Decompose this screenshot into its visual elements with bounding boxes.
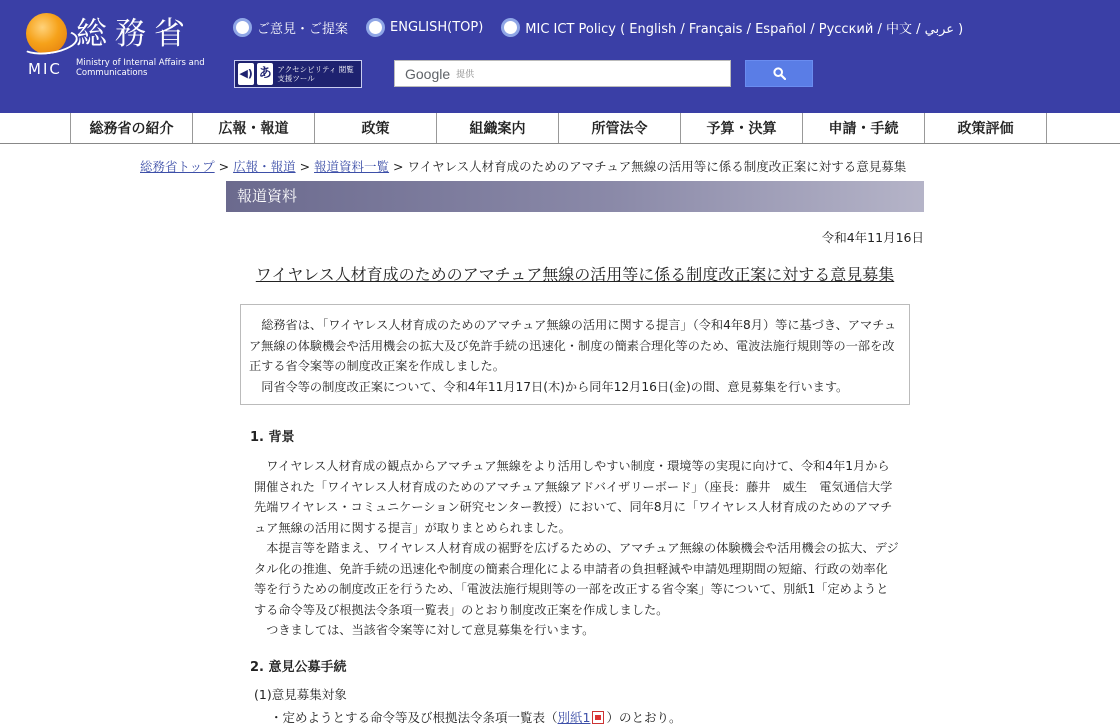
top-link-feedback[interactable] [233, 18, 348, 37]
breadcrumb-current: ワイヤレス人材育成のためのアマチュア無線の活用等に係る制度改正案に対する意見募集 [407, 159, 907, 174]
hiragana-a-icon: あ [257, 63, 273, 85]
nav-evaluation[interactable]: 政策評価 [925, 113, 1047, 143]
summary-box [240, 304, 910, 405]
background-text [254, 456, 899, 641]
nav-about[interactable]: 総務省の紹介 [71, 113, 193, 143]
release-date: 令和4年11月16日 [821, 230, 924, 245]
accessibility-label: アクセシビリティ 閲覧支援ツール [277, 65, 354, 83]
breadcrumb-link-press[interactable]: 広報・報道 [233, 159, 296, 174]
breadcrumb [140, 157, 906, 175]
background-paragraph: ワイヤレス人材育成の観点からアマチュア無線をより活用しやすい制度・環境等の実現に向けて、令和4年1月から開催された「ワイヤレス人材育成のためのアマチュア無線アドバイザリーボード」（座長：藤井 威生 電気通信大学先端ワイヤレス・コミュニケーション研究センター教授）において、同年8月に「ワイヤレス人材育成のためのアマチュア無線の活用に関する提言」が取りまとめられました。 [254, 459, 893, 535]
nav-applications[interactable]: 申請・手続 [803, 113, 925, 143]
breadcrumb-separator: > [393, 159, 408, 174]
attachment-1-link[interactable]: 別紙1 [557, 710, 591, 725]
logo-kanji-text: 総務省 [76, 16, 193, 52]
nav-laws[interactable]: 所管法令 [559, 113, 681, 143]
google-brand: Google [405, 65, 451, 82]
logo-abbr: MIC [28, 60, 62, 78]
breadcrumb-link-top[interactable]: 総務省トップ [140, 159, 215, 174]
search-icon [773, 67, 786, 80]
top-link-label: ENGLISH(TOP) [390, 19, 484, 35]
main-navigation [0, 113, 1120, 144]
google-brand-sub: 提供 [456, 70, 475, 80]
speaker-icon: ◀) [238, 63, 254, 85]
nav-budget[interactable]: 予算・決算 [681, 113, 803, 143]
top-link-english[interactable] [366, 18, 483, 37]
bullet-prefix: ・定めようとする命令等及び根拠法令条項一覧表（ [270, 710, 558, 725]
radio-bullet-icon [366, 18, 385, 37]
breadcrumb-separator: > [299, 159, 315, 174]
summary-paragraph: 同省令等の制度改正案について、令和4年11月17日(木)から同年12月16日(金)の間、意見募集を行います。 [261, 379, 849, 394]
background-paragraph: つきましては、当該省令案等に対して意見募集を行います。 [266, 623, 595, 637]
bullet-suffix: ）のとおり。 [606, 710, 682, 725]
procedure-bullet [270, 708, 681, 726]
breadcrumb-separator: > [218, 159, 234, 174]
procedure-item-label: (1)意見募集対象 [254, 687, 347, 702]
section-title-bar: 報道資料 [226, 181, 924, 212]
radio-bullet-icon [233, 18, 252, 37]
breadcrumb-link-releases[interactable]: 報道資料一覧 [314, 159, 390, 174]
nav-organization[interactable]: 組織案内 [437, 113, 559, 143]
logo-english: Ministry of Internal Affairs and Communications [76, 58, 205, 78]
top-link-label: ご意見・ご提案 [257, 21, 349, 37]
search-input[interactable] [394, 60, 731, 87]
accessibility-tool-button[interactable] [234, 60, 362, 88]
pdf-icon [592, 711, 604, 724]
top-links [233, 16, 981, 38]
summary-paragraph: 総務省は、「ワイヤレス人材育成のためのアマチュア無線の活用に関する提言」（令和4年8月）等に基づき、アマチュア無線の体験機会や活用機会の拡大及び免許手続の迅速化・制度の簡素合理化等のため、電波法施行規則等の一部を改正する省令案等の制度改正案を作成しました。 [249, 318, 897, 373]
top-link-label: MIC ICT Policy ( English / Français / Español / Русский / 中文 / عربي ) [525, 21, 964, 37]
nav-press[interactable]: 広報・報道 [193, 113, 315, 143]
section-heading-background: 1. 背景 [250, 430, 295, 445]
page-title: ワイヤレス人材育成のためのアマチュア無線の活用等に係る制度改正案に対する意見募集 [255, 265, 895, 284]
top-link-ict-policy[interactable] [501, 18, 963, 37]
radio-bullet-icon [501, 18, 520, 37]
nav-policy[interactable]: 政策 [315, 113, 437, 143]
background-paragraph: 本提言等を踏まえ、ワイヤレス人材育成の裾野を広げるための、アマチュア無線の体験機会や活用機会の拡大、デジタル化の推進、免許手続の迅速化や制度の簡素合理化による申請者の負担軽減や申請処理期間の短縮、行政の効率化等を行うための制度改正を行うため、「電波法施行規則等の一部を改正する省令案」等について、別紙1「定めようとする命令等及び根拠法令条項一覧表」のとおり制度改正案を作成しました。 [254, 541, 899, 617]
search-button[interactable] [745, 60, 813, 87]
site-header [0, 0, 1120, 113]
section-heading-procedure: 2. 意見公募手続 [250, 660, 347, 675]
